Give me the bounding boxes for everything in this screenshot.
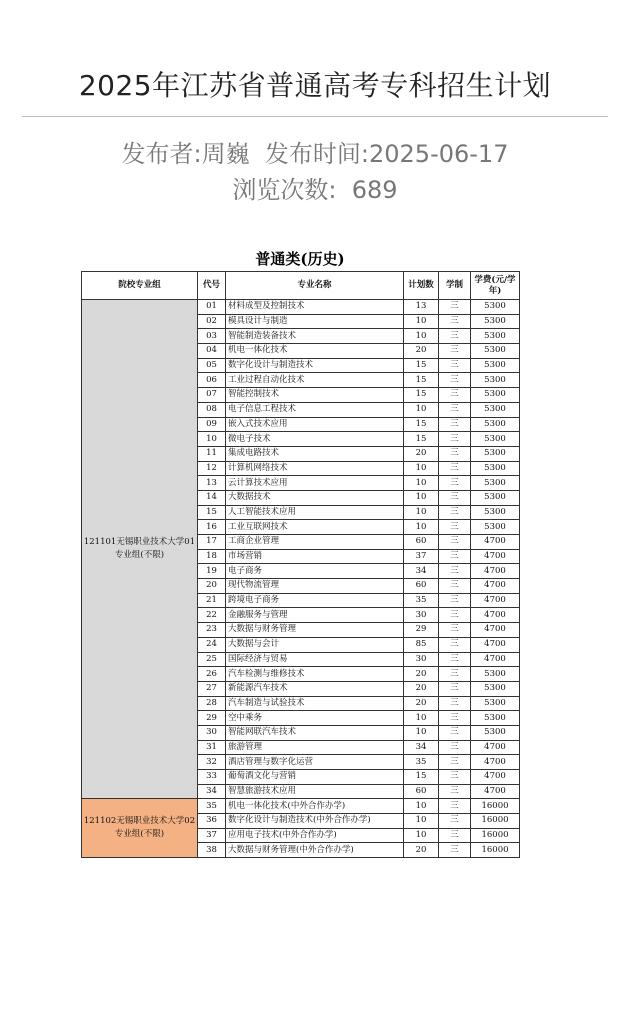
group-cell: 121101无锡职业技术大学01专业组(不限) — [82, 300, 198, 799]
group-cell: 121102无锡职业技术大学02专业组(不限) — [82, 799, 198, 858]
study-length-cell: 三 — [439, 828, 471, 843]
view-count: 689 — [351, 176, 398, 204]
study-length-cell: 三 — [439, 520, 471, 535]
code-cell: 05 — [198, 358, 226, 373]
study-length-cell: 三 — [439, 476, 471, 491]
view-count-info — [0, 170, 630, 205]
major-name-cell: 数字化设计与制造技术(中外合作办学) — [226, 814, 404, 829]
plan-count-cell: 15 — [404, 358, 439, 373]
study-length-cell: 三 — [439, 579, 471, 594]
plan-count-cell: 10 — [404, 828, 439, 843]
header-fee: 学费(元/学年) — [471, 272, 520, 300]
major-name-cell: 大数据与会计 — [226, 637, 404, 652]
study-length-cell: 三 — [439, 740, 471, 755]
plan-count-cell: 15 — [404, 417, 439, 432]
study-length-cell: 三 — [439, 652, 471, 667]
study-length-cell: 三 — [439, 461, 471, 476]
table-row — [82, 300, 520, 315]
tuition-cell: 4700 — [471, 784, 520, 799]
major-name-cell: 工商企业管理 — [226, 535, 404, 550]
code-cell: 27 — [198, 681, 226, 696]
code-cell: 26 — [198, 667, 226, 682]
code-cell: 12 — [198, 461, 226, 476]
major-name-cell: 机电一体化技术(中外合作办学) — [226, 799, 404, 814]
tuition-cell: 5300 — [471, 461, 520, 476]
study-length-cell: 三 — [439, 314, 471, 329]
study-length-cell: 三 — [439, 711, 471, 726]
code-cell: 25 — [198, 652, 226, 667]
code-cell: 06 — [198, 373, 226, 388]
plan-count-cell: 20 — [404, 667, 439, 682]
code-cell: 11 — [198, 446, 226, 461]
major-name-cell: 葡萄酒文化与营销 — [226, 770, 404, 785]
code-cell: 09 — [198, 417, 226, 432]
tuition-cell: 16000 — [471, 843, 520, 858]
major-name-cell: 人工智能技术应用 — [226, 505, 404, 520]
tuition-cell: 5300 — [471, 314, 520, 329]
plan-count-cell: 10 — [404, 505, 439, 520]
plan-count-cell: 10 — [404, 490, 439, 505]
header-count: 计划数 — [404, 272, 439, 300]
major-name-cell: 电子信息工程技术 — [226, 402, 404, 417]
plan-count-cell: 34 — [404, 564, 439, 579]
code-cell: 29 — [198, 711, 226, 726]
study-length-cell: 三 — [439, 549, 471, 564]
tuition-cell: 5300 — [471, 725, 520, 740]
plan-count-cell: 20 — [404, 446, 439, 461]
publisher-name: 周巍 — [201, 140, 250, 168]
major-name-cell: 数字化设计与制造技术 — [226, 358, 404, 373]
study-length-cell: 三 — [439, 755, 471, 770]
tuition-cell: 16000 — [471, 814, 520, 829]
code-cell: 24 — [198, 637, 226, 652]
code-cell: 02 — [198, 314, 226, 329]
major-name-cell: 计算机网络技术 — [226, 461, 404, 476]
tuition-cell: 5300 — [471, 711, 520, 726]
major-name-cell: 金融服务与管理 — [226, 608, 404, 623]
major-name-cell: 材料成型及控制技术 — [226, 300, 404, 315]
header-group: 院校专业组 — [82, 272, 198, 300]
code-cell: 16 — [198, 520, 226, 535]
study-length-cell: 三 — [439, 843, 471, 858]
code-cell: 14 — [198, 490, 226, 505]
code-cell: 08 — [198, 402, 226, 417]
study-length-cell: 三 — [439, 696, 471, 711]
tuition-cell: 4700 — [471, 549, 520, 564]
code-cell: 21 — [198, 593, 226, 608]
plan-count-cell: 85 — [404, 637, 439, 652]
plan-count-cell: 15 — [404, 432, 439, 447]
page-title: 2025年江苏省普通高考专科招生计划 — [78, 69, 552, 102]
publish-time: 2025-06-17 — [368, 140, 509, 168]
tuition-cell: 4700 — [471, 755, 520, 770]
tuition-cell: 4700 — [471, 579, 520, 594]
plan-count-cell: 10 — [404, 461, 439, 476]
plan-count-cell: 10 — [404, 476, 439, 491]
study-length-cell: 三 — [439, 344, 471, 359]
study-length-cell: 三 — [439, 373, 471, 388]
major-name-cell: 大数据与财务管理 — [226, 623, 404, 638]
code-cell: 01 — [198, 300, 226, 315]
major-name-cell: 云计算技术应用 — [226, 476, 404, 491]
study-length-cell: 三 — [439, 505, 471, 520]
plan-count-cell: 60 — [404, 535, 439, 550]
code-cell: 17 — [198, 535, 226, 550]
major-name-cell: 机电一体化技术 — [226, 344, 404, 359]
study-length-cell: 三 — [439, 388, 471, 403]
major-name-cell: 电子商务 — [226, 564, 404, 579]
study-length-cell: 三 — [439, 637, 471, 652]
tuition-cell: 4700 — [471, 535, 520, 550]
plan-count-cell: 20 — [404, 843, 439, 858]
tuition-cell: 5300 — [471, 505, 520, 520]
major-name-cell: 智能制造装备技术 — [226, 329, 404, 344]
tuition-cell: 4700 — [471, 637, 520, 652]
study-length-cell: 三 — [439, 402, 471, 417]
tuition-cell: 5300 — [471, 520, 520, 535]
major-name-cell: 模具设计与制造 — [226, 314, 404, 329]
plan-count-cell: 30 — [404, 608, 439, 623]
code-cell: 38 — [198, 843, 226, 858]
code-cell: 23 — [198, 623, 226, 638]
plan-count-cell: 15 — [404, 373, 439, 388]
tuition-cell: 5300 — [471, 373, 520, 388]
tuition-cell: 5300 — [471, 417, 520, 432]
tuition-cell: 5300 — [471, 696, 520, 711]
study-length-cell: 三 — [439, 446, 471, 461]
major-name-cell: 微电子技术 — [226, 432, 404, 447]
tuition-cell: 5300 — [471, 446, 520, 461]
plan-count-cell: 10 — [404, 520, 439, 535]
plan-count-cell: 10 — [404, 799, 439, 814]
plan-count-cell: 10 — [404, 402, 439, 417]
code-cell: 19 — [198, 564, 226, 579]
major-name-cell: 空中乘务 — [226, 711, 404, 726]
plan-count-cell: 60 — [404, 579, 439, 594]
view-count-label: 浏览次数: — [232, 176, 337, 204]
major-name-cell: 智能网联汽车技术 — [226, 725, 404, 740]
code-cell: 35 — [198, 799, 226, 814]
table-body — [82, 300, 520, 858]
header-code: 代号 — [198, 272, 226, 300]
title-divider — [22, 116, 608, 117]
code-cell: 28 — [198, 696, 226, 711]
study-length-cell: 三 — [439, 799, 471, 814]
plan-count-cell: 20 — [404, 681, 439, 696]
study-length-cell: 三 — [439, 417, 471, 432]
tuition-cell: 5300 — [471, 490, 520, 505]
major-name-cell: 应用电子技术(中外合作办学) — [226, 828, 404, 843]
tuition-cell: 16000 — [471, 799, 520, 814]
major-name-cell: 国际经济与贸易 — [226, 652, 404, 667]
tuition-cell: 5300 — [471, 344, 520, 359]
code-cell: 13 — [198, 476, 226, 491]
tuition-cell: 5300 — [471, 476, 520, 491]
major-name-cell: 市场营销 — [226, 549, 404, 564]
plan-count-cell: 10 — [404, 711, 439, 726]
plan-count-cell: 10 — [404, 814, 439, 829]
major-name-cell: 智慧旅游技术应用 — [226, 784, 404, 799]
major-name-cell: 大数据与财务管理(中外合作办学) — [226, 843, 404, 858]
publish-time-label: 发布时间: — [264, 140, 369, 168]
code-cell: 30 — [198, 725, 226, 740]
major-name-cell: 大数据技术 — [226, 490, 404, 505]
tuition-cell: 4700 — [471, 652, 520, 667]
study-length-cell: 三 — [439, 593, 471, 608]
table-caption: 普通类(历史) — [255, 250, 345, 268]
tuition-cell: 5300 — [471, 329, 520, 344]
tuition-cell: 4700 — [471, 564, 520, 579]
tuition-cell: 5300 — [471, 388, 520, 403]
major-name-cell: 新能源汽车技术 — [226, 681, 404, 696]
tuition-cell: 4700 — [471, 593, 520, 608]
tuition-cell: 5300 — [471, 402, 520, 417]
study-length-cell: 三 — [439, 432, 471, 447]
plan-count-cell: 30 — [404, 652, 439, 667]
code-cell: 32 — [198, 755, 226, 770]
major-name-cell: 跨境电子商务 — [226, 593, 404, 608]
plan-count-cell: 34 — [404, 740, 439, 755]
study-length-cell: 三 — [439, 535, 471, 550]
tuition-cell: 4700 — [471, 740, 520, 755]
code-cell: 31 — [198, 740, 226, 755]
major-name-cell: 集成电路技术 — [226, 446, 404, 461]
plan-count-cell: 20 — [404, 696, 439, 711]
code-cell: 34 — [198, 784, 226, 799]
plan-count-cell: 10 — [404, 725, 439, 740]
study-length-cell: 三 — [439, 564, 471, 579]
code-cell: 15 — [198, 505, 226, 520]
code-cell: 33 — [198, 770, 226, 785]
plan-count-cell: 35 — [404, 593, 439, 608]
code-cell: 04 — [198, 344, 226, 359]
tuition-cell: 4700 — [471, 608, 520, 623]
tuition-cell: 5300 — [471, 432, 520, 447]
header-length: 学制 — [439, 272, 471, 300]
study-length-cell: 三 — [439, 667, 471, 682]
major-name-cell: 旅游管理 — [226, 740, 404, 755]
code-cell: 18 — [198, 549, 226, 564]
code-cell: 07 — [198, 388, 226, 403]
plan-count-cell: 29 — [404, 623, 439, 638]
table-row — [82, 799, 520, 814]
study-length-cell: 三 — [439, 358, 471, 373]
plan-count-cell: 15 — [404, 388, 439, 403]
major-name-cell: 汽车检测与维修技术 — [226, 667, 404, 682]
code-cell: 37 — [198, 828, 226, 843]
study-length-cell: 三 — [439, 814, 471, 829]
plan-count-cell: 10 — [404, 329, 439, 344]
plan-count-cell: 10 — [404, 314, 439, 329]
tuition-cell: 5300 — [471, 667, 520, 682]
publisher-label: 发布者: — [121, 140, 202, 168]
study-length-cell: 三 — [439, 784, 471, 799]
major-name-cell: 智能控制技术 — [226, 388, 404, 403]
tuition-cell: 4700 — [471, 770, 520, 785]
major-name-cell: 工业互联网技术 — [226, 520, 404, 535]
study-length-cell: 三 — [439, 608, 471, 623]
plan-count-cell: 20 — [404, 344, 439, 359]
major-name-cell: 嵌入式技术应用 — [226, 417, 404, 432]
plan-count-cell: 60 — [404, 784, 439, 799]
major-name-cell: 现代物流管理 — [226, 579, 404, 594]
code-cell: 22 — [198, 608, 226, 623]
study-length-cell: 三 — [439, 681, 471, 696]
code-cell: 10 — [198, 432, 226, 447]
code-cell: 36 — [198, 814, 226, 829]
major-name-cell: 工业过程自动化技术 — [226, 373, 404, 388]
publish-info — [0, 134, 630, 169]
study-length-cell: 三 — [439, 329, 471, 344]
plan-count-cell: 35 — [404, 755, 439, 770]
plan-count-cell: 15 — [404, 770, 439, 785]
tuition-cell: 5300 — [471, 358, 520, 373]
study-length-cell: 三 — [439, 300, 471, 315]
major-name-cell: 汽车制造与试验技术 — [226, 696, 404, 711]
study-length-cell: 三 — [439, 490, 471, 505]
study-length-cell: 三 — [439, 623, 471, 638]
plan-count-cell: 13 — [404, 300, 439, 315]
table-header-row — [82, 272, 520, 300]
code-cell: 03 — [198, 329, 226, 344]
major-name-cell: 酒店管理与数字化运营 — [226, 755, 404, 770]
study-length-cell: 三 — [439, 725, 471, 740]
tuition-cell: 5300 — [471, 300, 520, 315]
tuition-cell: 16000 — [471, 828, 520, 843]
tuition-cell: 4700 — [471, 623, 520, 638]
code-cell: 20 — [198, 579, 226, 594]
enrollment-plan-table — [81, 271, 520, 858]
plan-count-cell: 37 — [404, 549, 439, 564]
header-name: 专业名称 — [226, 272, 404, 300]
tuition-cell: 5300 — [471, 681, 520, 696]
study-length-cell: 三 — [439, 770, 471, 785]
